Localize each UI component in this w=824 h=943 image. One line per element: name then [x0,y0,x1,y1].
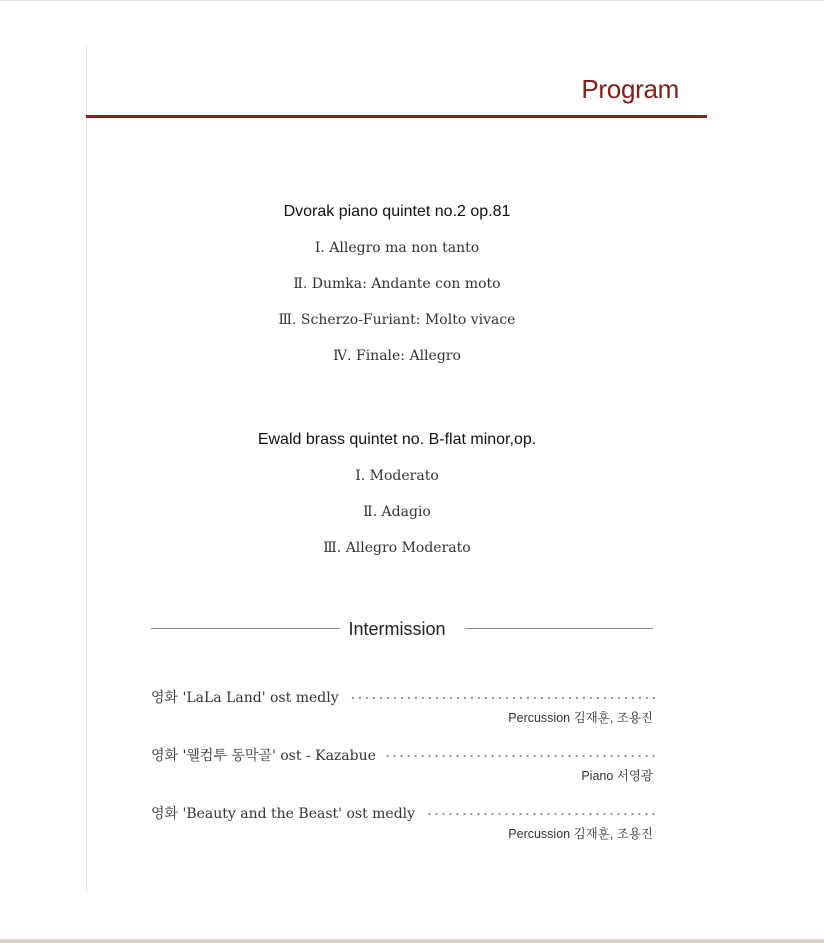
piece-title: Dvorak piano quintet no.2 op.81 [283,203,511,220]
film-item-title: 영화 '웰컴투 동막골' ost - Kazabue [151,748,376,764]
film-item-title: 영화 'LaLa Land' ost medly [151,690,339,706]
intermission-label: Intermission [348,619,446,639]
dot-leader [386,754,657,758]
film-item [151,687,657,726]
dot-leader [349,696,657,700]
title-underline [86,115,707,118]
intermission-rule-right [465,628,653,629]
movement: Ⅲ. Scherzo-Furiant: Molto vivace [278,312,516,328]
movement: Ⅱ. Dumka: Andante con moto [293,276,501,292]
page-title: Program [581,74,679,104]
piece-title: Ewald brass quintet no. B-flat minor,op. [257,431,537,448]
film-item-performers: Percussion 김재훈, 조용진 [508,827,653,841]
film-item-performers: Piano 서영광 [581,769,653,783]
film-item [151,745,657,784]
film-item [151,803,657,842]
movement: Ⅱ. Adagio [363,504,431,520]
movement: Ⅰ. Allegro ma non tanto [314,240,480,256]
film-item-performers: Percussion 김재훈, 조용진 [508,711,653,725]
movement: Ⅳ. Finale: Allegro [333,348,461,364]
film-item-title: 영화 'Beauty and the Beast' ost medly [151,806,416,822]
dot-leader [425,812,657,816]
window-bottom-band [0,939,824,943]
movement: Ⅲ. Allegro Moderato [323,540,471,556]
window-top-rule [0,0,824,1]
movement: Ⅰ. Moderato [355,468,439,484]
